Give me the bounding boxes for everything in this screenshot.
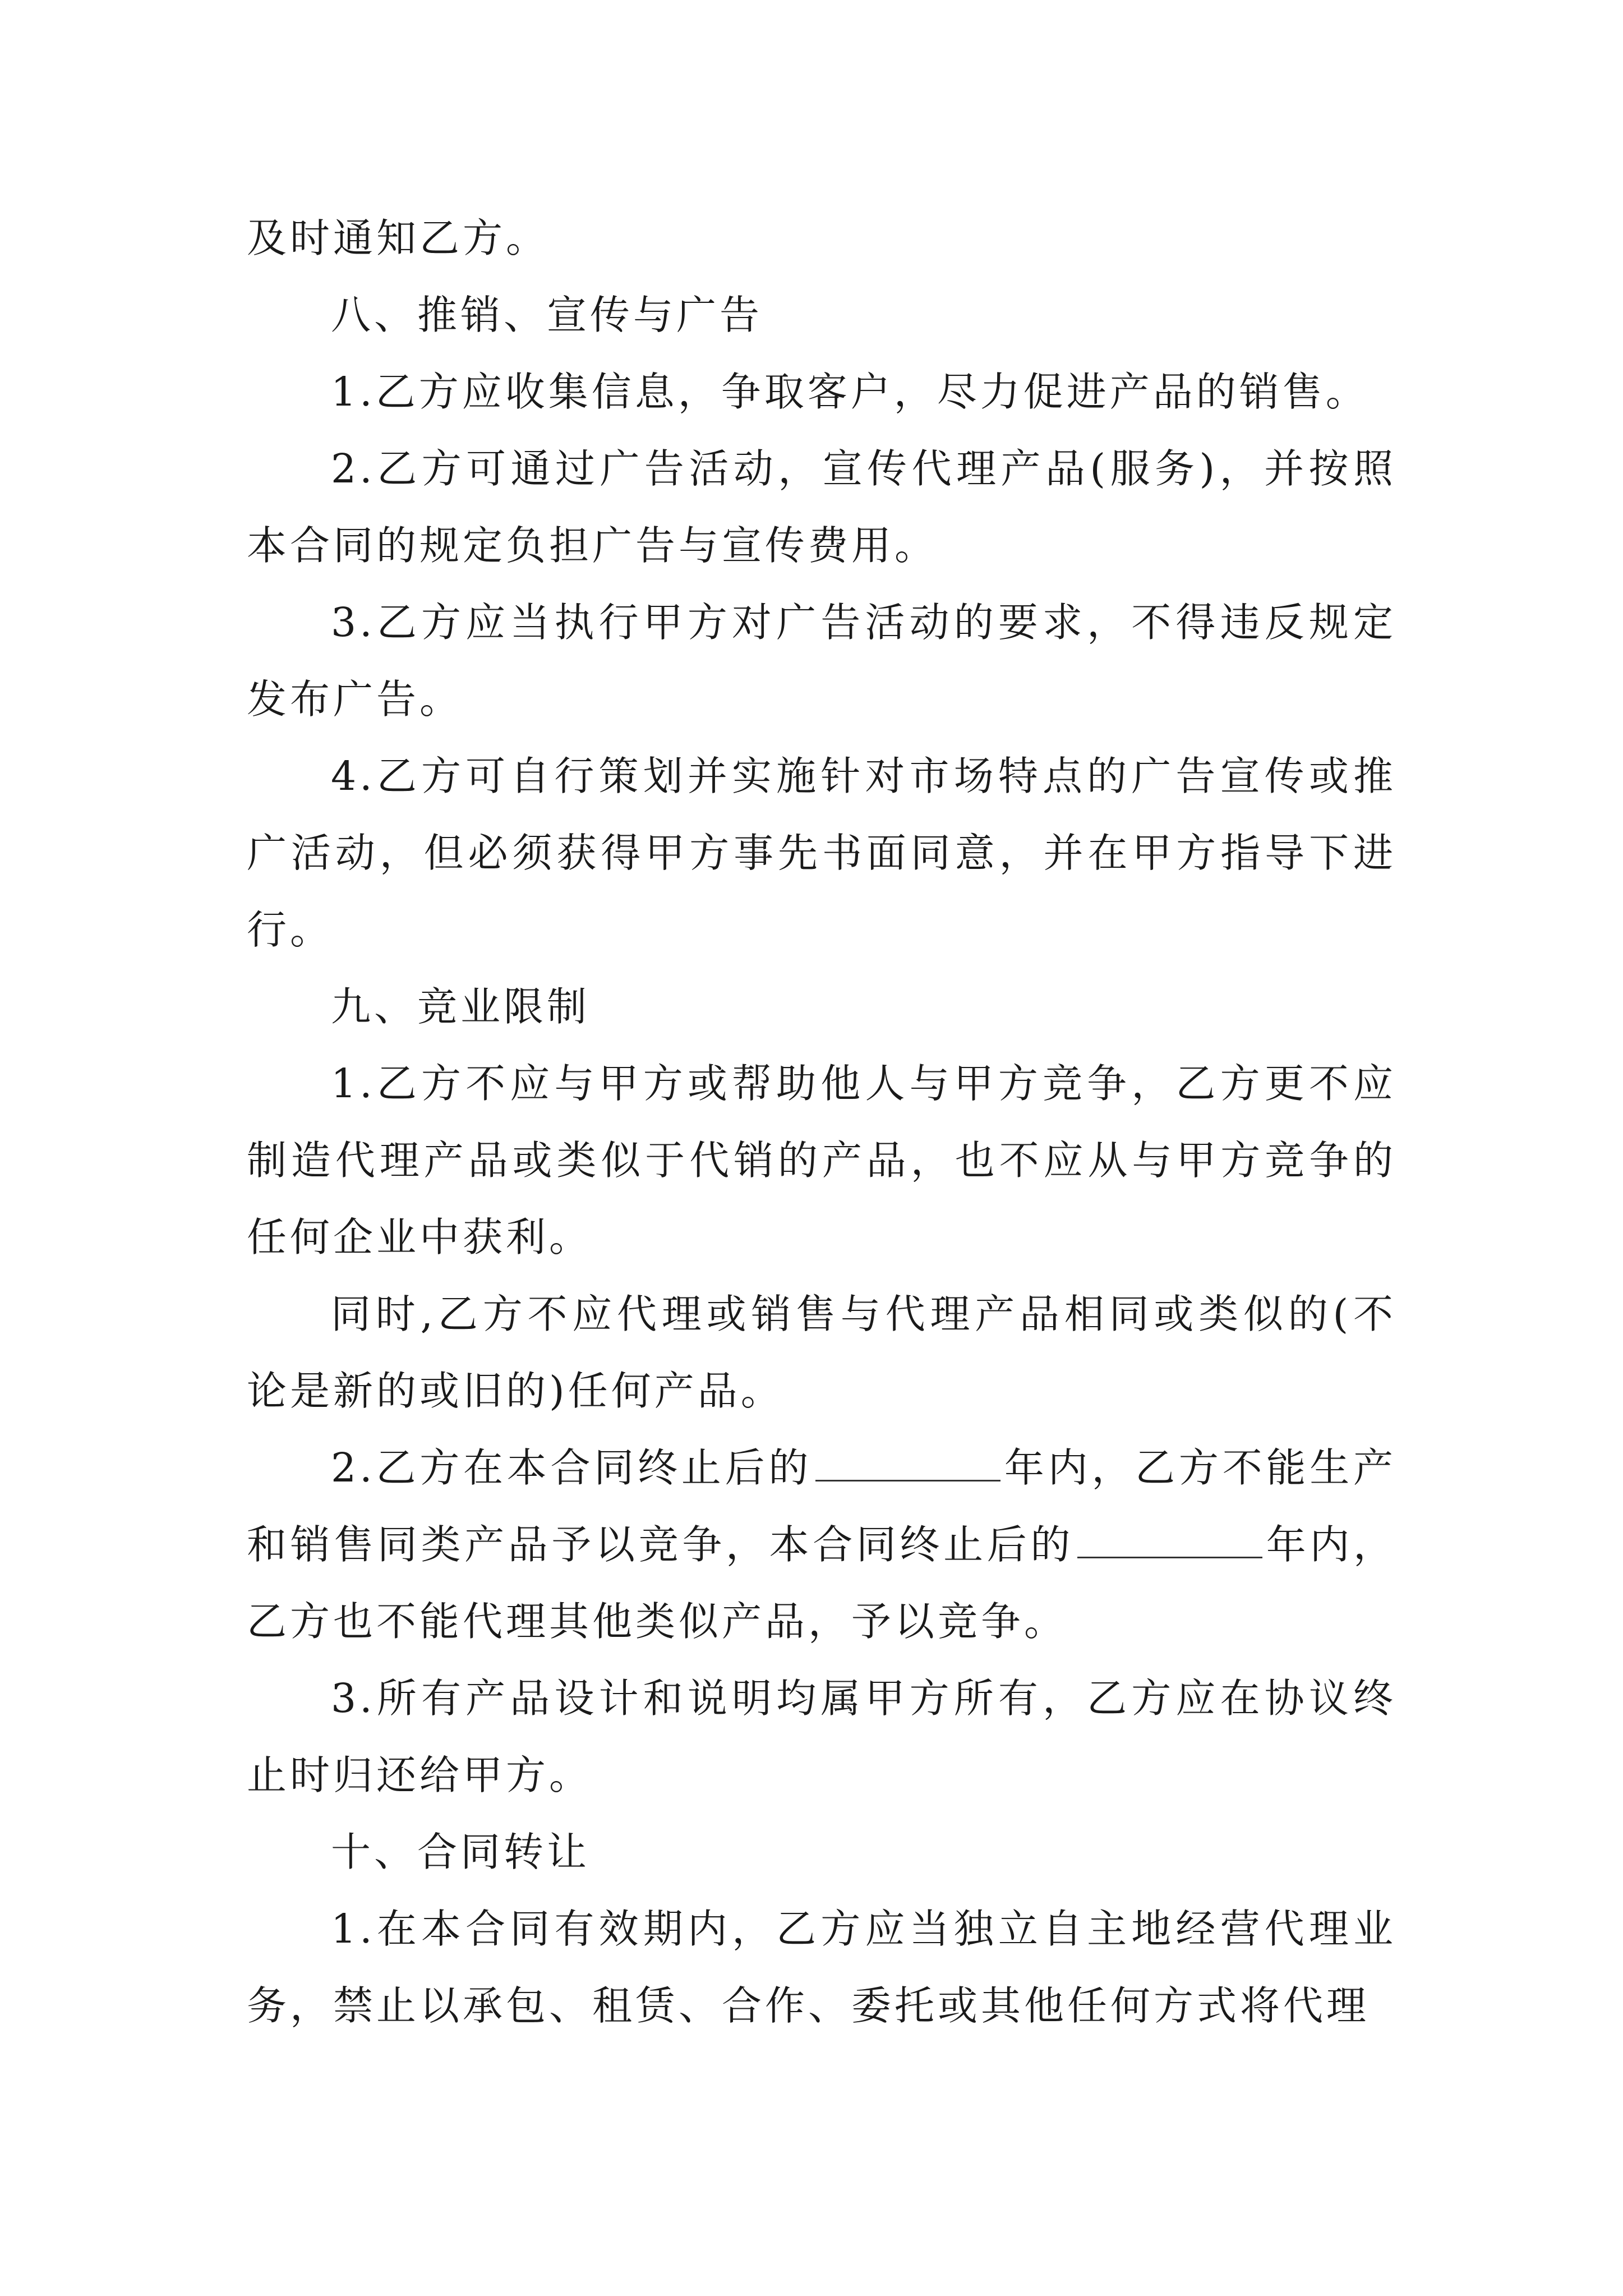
section-heading-8: 八、推销、宣传与广告 bbox=[331, 292, 763, 338]
clause-10-1: 1.在本合同有效期内，乙方应当独立自主地经营代理业务，禁止以承包、租赁、合作、委托或其他任何方式将代理 bbox=[247, 1906, 1396, 2029]
clause-9-2-part-2: 年内，乙方不能生产和销售同类产品予以竞争，本合同终止后的 bbox=[247, 1444, 1396, 1568]
clause-8-2: 2.乙方可通过广告活动，宣传代理产品(服务)，并按照本合同的规定负担广告与宣传费用。 bbox=[247, 445, 1396, 569]
clause-9-2-part-3: 年内，乙方也不能代理其他类似产品，予以竞争。 bbox=[247, 1521, 1396, 1645]
clause-9-2 bbox=[247, 1429, 1396, 1660]
document-body bbox=[247, 200, 1396, 2044]
section-heading-9: 九、竞业限制 bbox=[331, 983, 591, 1030]
clause-9-1: 1.乙方不应与甲方或帮助他人与甲方竞争，乙方更不应制造代理产品或类似于代销的产品，也不应从与甲方竞争的任何企业中获利。 bbox=[247, 1060, 1396, 1260]
clause-9-3: 3.所有产品设计和说明均属甲方所有，乙方应在协议终止时归还给甲方。 bbox=[247, 1675, 1396, 1798]
clause-9-1-continued: 同时,乙方不应代理或销售与代理产品相同或类似的(不论是新的或旧的)任何产品。 bbox=[247, 1291, 1396, 1414]
section-heading-10: 十、合同转让 bbox=[331, 1829, 591, 1875]
clause-8-3: 3.乙方应当执行甲方对广告活动的要求，不得违反规定发布广告。 bbox=[247, 599, 1396, 723]
clause-8-1: 1.乙方应收集信息，争取客户，尽力促进产品的销售。 bbox=[331, 369, 1369, 415]
blank-years-field-2[interactable] bbox=[1077, 1524, 1262, 1558]
paragraph-continuation: 及时通知乙方。 bbox=[247, 215, 550, 261]
clause-9-2-part-1: 2.乙方在本合同终止后的 bbox=[331, 1444, 813, 1491]
blank-years-field-1[interactable] bbox=[815, 1447, 1000, 1481]
clause-8-4: 4.乙方可自行策划并实施针对市场特点的广告宣传或推广活动，但必须获得甲方事先书面同意，并在甲方指导下进行。 bbox=[247, 753, 1396, 953]
